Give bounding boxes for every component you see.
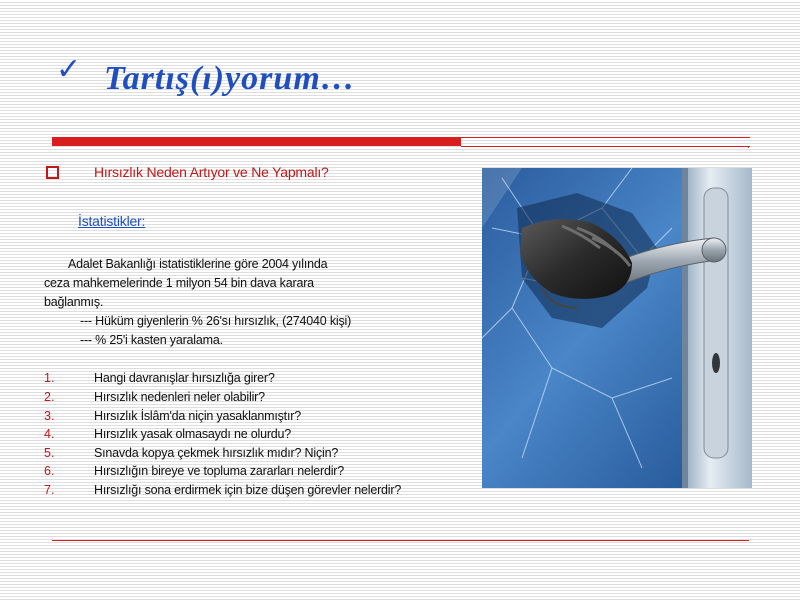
question-number: 5. — [44, 446, 55, 460]
footer-rule — [52, 540, 749, 541]
check-icon: ✓ — [56, 52, 82, 87]
paragraph-line: bağlanmış. — [44, 295, 104, 309]
question-number: 2. — [44, 390, 55, 404]
question-number: 3. — [44, 409, 55, 423]
question-number: 4. — [44, 427, 55, 441]
question-text: Hırsızlık İslâm'da niçin yasaklanmıştır? — [94, 409, 301, 423]
square-bullet-icon — [46, 166, 59, 179]
paragraph-line: ceza mahkemelerinde 1 milyon 54 bin dava karara — [44, 276, 314, 290]
question-text: Hangi davranışlar hırsızlığa girer? — [94, 371, 275, 385]
slide-heading: Hırsızlık Neden Artıyor ve Ne Yapmalı? — [94, 164, 329, 180]
question-number: 7. — [44, 483, 55, 497]
question-number: 1. — [44, 371, 55, 385]
burglar-photo — [482, 168, 752, 488]
title-underline-thick — [52, 137, 461, 146]
paragraph-line: --- % 25'i kasten yaralama. — [80, 333, 223, 347]
question-text: Sınavda kopya çekmek hırsızlık mıdır? Niçin? — [94, 446, 339, 460]
slide-title: Tartış(ı)yorum… — [104, 60, 356, 97]
corner-mark: . — [747, 140, 750, 150]
paragraph-line: --- Hüküm giyenlerin % 26'sı hırsızlık, (274040 kişi) — [80, 314, 352, 328]
question-text: Hırsızlığın bireye ve topluma zararları nelerdir? — [94, 464, 345, 478]
statistics-link[interactable]: İstatistikler: — [78, 213, 146, 229]
title-underline-thin-bottom — [461, 146, 750, 147]
title-underline-thin-top — [461, 137, 750, 138]
question-text: Hırsızlığı sona erdirmek için bize düşen görevler nelerdir? — [94, 483, 402, 497]
question-text: Hırsızlık yasak olmasaydı ne olurdu? — [94, 427, 292, 441]
question-number: 6. — [44, 464, 55, 478]
paragraph-line: Adalet Bakanlığı istatistiklerine göre 2004 yılında — [68, 257, 328, 271]
question-text: Hırsızlık nedenleri neler olabilir? — [94, 390, 265, 404]
